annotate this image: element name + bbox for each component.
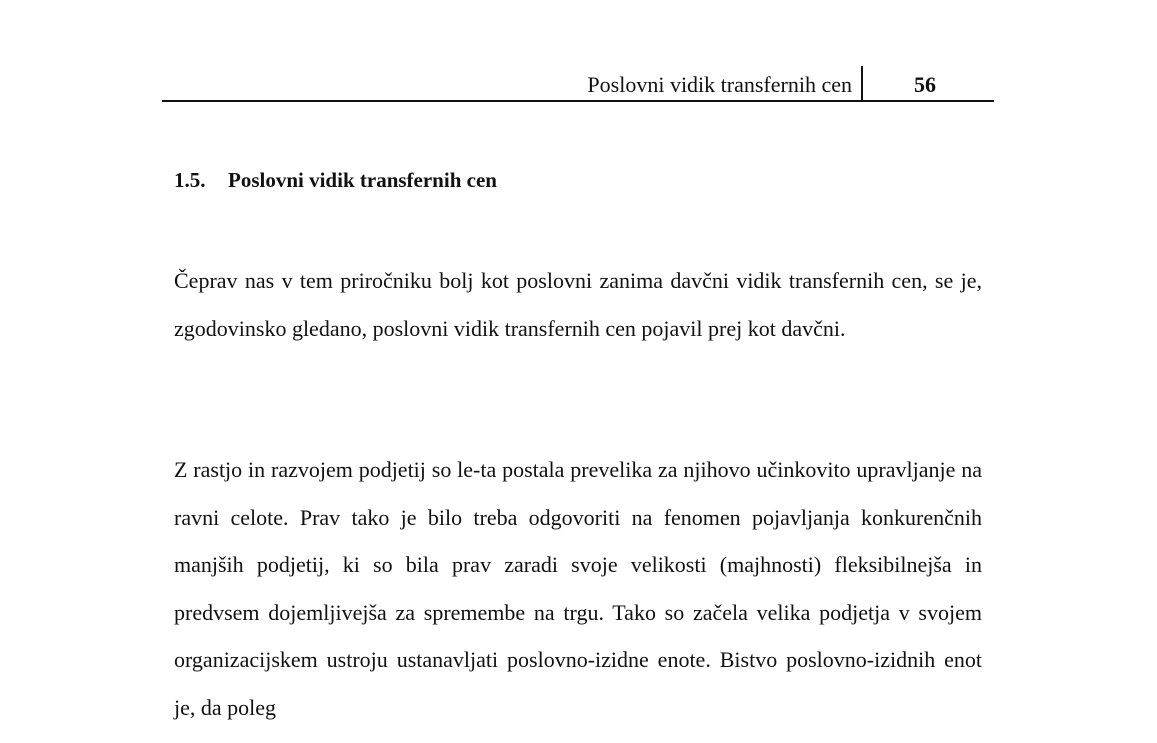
section-heading (174, 168, 497, 193)
paragraph-1: Čeprav nas v tem priročniku bolj kot poslovni zanima davčni vidik transfernih cen, se je, zgodovinsko gledano, poslovni vidik transfernih cen pojavil prej kot davčni. (174, 268, 982, 341)
page-number: 56 (914, 72, 936, 97)
paragraph-2: Z rastjo in razvojem podjetij so le-ta postala prevelika za njihovo učinkovito upravljanje na ravni celote. Prav tako je bilo treba odgovoriti na fenomen pojavljanja konkurenčnih manjših podjetij, ki so bila prav zaradi svoje velikosti (majhnosti) fleksibilnejša in predvsem dojemljivejša za spremembe na trgu. Tako so začela velika podjetja v svojem organizacijskem ustroju ustanavljati poslovno-izidne enote. Bistvo poslovno-izidnih enot je, da poleg (174, 457, 982, 720)
section-number: 1.5. (174, 168, 206, 192)
running-header-title: Poslovni vidik transfernih cen (587, 72, 852, 97)
section-title: Poslovni vidik transfernih cen (228, 168, 497, 192)
header-divider (861, 66, 863, 100)
running-header (162, 66, 994, 102)
